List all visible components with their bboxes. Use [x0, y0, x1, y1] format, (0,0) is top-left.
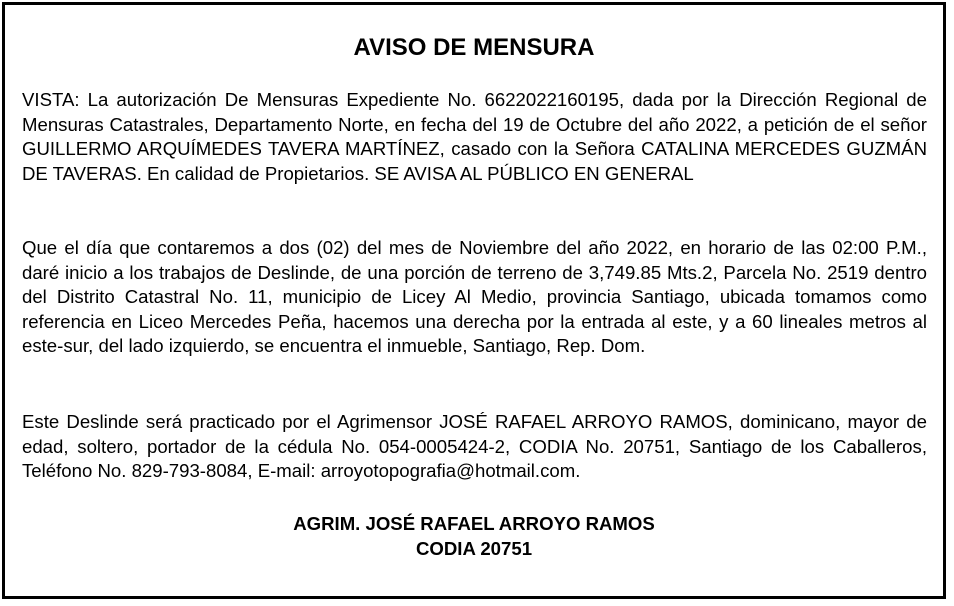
- paragraph-vista: VISTA: La autorización De Mensuras Expediente No. 6622022160195, dada por la Dirección Regional de Mensuras Catastrales, Departamento Norte, en fecha del 19 de Octubre del año 2022, a petición de el señor GUILLERMO ARQUÍMEDES TAVERA MARTÍNEZ, casado con la Señora CATALINA MERCEDES GUZMÁN DE TAVERAS. En calidad de Propietarios. SE AVISA AL PÚBLICO EN GENERAL: [22, 89, 927, 184]
- paragraph-deslinde-schedule: Que el día que contaremos a dos (02) del mes de Noviembre del año 2022, en horario de las 02:00 P.M., daré inicio a los trabajos de Deslinde, de una porción de terreno de 3,749.85 Mts.2, Parcela No. 2519 dentro del Distrito Catastral No. 11, municipio de Licey Al Medio, provincia Santiago, ubicada tomamos como referencia en Liceo Mercedes Peña, hacemos una derecha por la entrada al este, y a 60 lineales metros al este-sur, del lado izquierdo, se encuentra el inmueble, Santiago, Rep. Dom.: [22, 237, 927, 356]
- notice-frame: [2, 2, 946, 599]
- notice-title: AVISO DE MENSURA: [353, 34, 595, 61]
- signature-name: AGRIM. JOSÉ RAFAEL ARROYO RAMOS: [293, 513, 655, 534]
- paragraph-surveyor-details: Este Deslinde será practicado por el Agrimensor JOSÉ RAFAEL ARROYO RAMOS, dominicano, mayor de edad, soltero, portador de la cédula No. 054-0005424-2, CODIA No. 20751, Santiago de los Caballeros, Teléfono No. 829-793-8084, E-mail: arroyotopografia@hotmail.com.: [22, 411, 927, 481]
- signature-codia: CODIA 20751: [415, 538, 533, 559]
